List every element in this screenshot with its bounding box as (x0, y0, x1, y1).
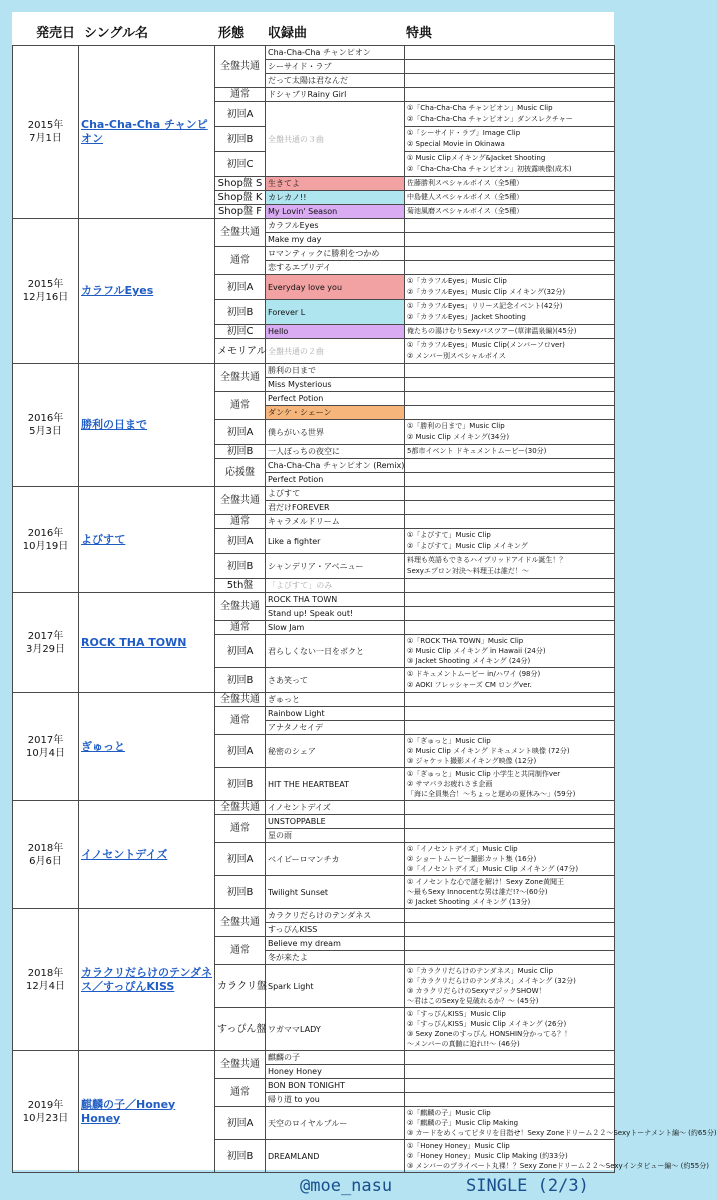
bonus-line: ③ ジャケット撮影メイキング映像 (12分) (407, 757, 537, 765)
table-row (13, 593, 615, 607)
format-label: 全盤共通 (215, 1051, 266, 1079)
track-cell: ロマンティックに勝利をつかめ (266, 247, 405, 261)
discography-table-card (12, 12, 717, 1170)
bonus-cell (405, 127, 615, 152)
bonus-line: 料理も英語もできるハイブリッドアイドル誕生！？ (407, 556, 567, 564)
bonus-line: ①「イノセントデイズ」Music Clip (407, 845, 518, 853)
format-label: 通常 (215, 515, 266, 529)
track-cell: ダンケ・シェーン (266, 406, 405, 420)
bonus-line: ①「ROCK THA TOWN」Music Clip (407, 637, 524, 645)
track-cell: Stand up! Speak out! (266, 607, 405, 621)
bonus-line: ②「Cha-Cha-Cha チャンピオン」ダンスレクチャー (407, 115, 573, 123)
bonus-cell (405, 152, 615, 177)
track-cell: 勝利の日まで (266, 364, 405, 378)
track-cell: 「よびすて」のみ (266, 579, 405, 593)
bonus-cell (405, 607, 615, 621)
format-label: 全盤共通 (215, 693, 266, 707)
bonus-cell (405, 529, 615, 554)
format-label: 初回C (215, 325, 266, 339)
bonus-cell (405, 275, 615, 300)
bonus-line: ①「Honey Honey」Music Clip (407, 1142, 510, 1150)
bonus-line: ② サマパラお疲れさま企画 (407, 780, 493, 788)
bonus-cell (405, 325, 615, 339)
header-release-date: 発売日 (36, 26, 76, 41)
track-cell: カレカノ!! (266, 191, 405, 205)
format-label: 初回A (215, 275, 266, 300)
single-title-link[interactable]: Cha-Cha-Cha チャンピオン (79, 46, 215, 219)
bonus-line: 佐藤勝利スペシャルボイス（全5種） (407, 179, 524, 187)
bonus-cell (405, 364, 615, 378)
release-date-line: 2016年 (27, 527, 64, 539)
bonus-line: 「海に全員集合！～ちょっと遅めの夏休み～」(59分) (407, 790, 576, 798)
bonus-cell (405, 1107, 717, 1140)
format-label: メモリアル (215, 339, 266, 364)
format-label: すっぴん盤 (215, 1008, 266, 1051)
track-cell: Like a fighter (266, 529, 405, 554)
release-date-line: 6月6日 (29, 855, 62, 867)
bonus-line: ②「Cha-Cha-Cha チャンピオン」初披露映像(成木) (407, 165, 572, 173)
format-label: 全盤共通 (215, 593, 266, 621)
bonus-cell (405, 1065, 615, 1079)
format-label: 初回B (215, 1140, 266, 1173)
format-label: 初回B (215, 668, 266, 693)
release-date (13, 487, 79, 593)
track-cell: DREAMLAND (266, 1140, 405, 1173)
bonus-cell (405, 965, 615, 1008)
track-cell: ワガママLADY (266, 1008, 405, 1051)
bonus-cell (405, 177, 615, 191)
format-label: Shop盤 F (215, 205, 266, 219)
bonus-line: 中島健人スペシャルボイス（全5種） (407, 193, 524, 201)
track-cell: 生きてよ (266, 177, 405, 191)
track-cell: Believe my dream (266, 937, 405, 951)
bonus-line: ①「ぎゅっと」Music Clip 小学生と共同制作ver (407, 770, 561, 778)
track-cell: シャンデリア・アベニュー (266, 554, 405, 579)
bonus-cell (405, 46, 615, 60)
track-cell: 君だけFOREVER (266, 501, 405, 515)
release-date-line: 2017年 (27, 630, 64, 642)
footer (0, 1172, 626, 1200)
bonus-line: ①「ぎゅっと」Music Clip (407, 737, 491, 745)
bonus-cell (405, 515, 615, 529)
bonus-cell (405, 843, 615, 876)
release-date-line: 3月29日 (25, 643, 66, 655)
format-label: 全盤共通 (215, 801, 266, 815)
bonus-line: ②「カラフルEyes」Jacket Shooting (407, 313, 526, 321)
bonus-cell (405, 801, 615, 815)
track-cell: ベイビーロマンチカ (266, 843, 405, 876)
bonus-cell (405, 593, 615, 607)
format-label: 初回B (215, 445, 266, 459)
bonus-cell (405, 876, 615, 909)
bonus-line: Sexyエプロン対決～料理王は誰だ！～ (407, 567, 529, 575)
track-cell: 麒麟の子 (266, 1051, 405, 1065)
bonus-cell (405, 951, 615, 965)
bonus-line: ② Music Clip メイキング in Hawaii (24分) (407, 647, 546, 655)
format-label: 初回B (215, 554, 266, 579)
release-date-line: 2018年 (27, 967, 64, 979)
track-cell: ドシャブリRainy Girl (266, 88, 405, 102)
release-date (13, 1051, 79, 1173)
format-label: 初回A (215, 1107, 266, 1140)
release-date (13, 801, 79, 909)
bonus-line: ① イノセントな心で謎を解け！Sexy Zone黄聞王 (407, 878, 564, 886)
table-row (13, 801, 615, 815)
bonus-cell (405, 74, 615, 88)
single-title-link[interactable]: 麒麟の子／Honey Honey (79, 1051, 215, 1173)
format-label: 初回A (215, 843, 266, 876)
table-row (13, 1051, 615, 1065)
bonus-cell (405, 707, 615, 721)
format-label: 通常 (215, 937, 266, 965)
bonus-line: ～君はこのSexyを見破れるか？～ (45分) (407, 997, 539, 1005)
bonus-line: ①「カラクリだらけのテンダネス」Music Clip (407, 967, 554, 975)
bonus-cell (405, 1093, 615, 1107)
single-title-link[interactable]: カラフルEyes (79, 219, 215, 364)
track-cell: Everyday love you (266, 275, 405, 300)
bonus-cell (405, 473, 615, 487)
format-label: 全盤共通 (215, 46, 266, 88)
track-cell: Slow Jam (266, 621, 405, 635)
track-cell: Honey Honey (266, 1065, 405, 1079)
bonus-line: ②「麒麟の子」Music Clip Making (407, 1119, 519, 1127)
bonus-line: ～メンバーの真髄に迫れ!!～ (46分) (407, 1040, 520, 1048)
format-label: 通常 (215, 88, 266, 102)
format-label: Shop盤 S (215, 177, 266, 191)
single-title-link[interactable]: ぎゅっと (79, 693, 215, 801)
track-cell: だって太陽は君なんだ (266, 74, 405, 88)
format-label: 通常 (215, 621, 266, 635)
bonus-line: ②「すっぴんKISS」Music Clip メイキング (26分) (407, 1020, 567, 1028)
bonus-cell (405, 621, 615, 635)
bonus-cell (405, 339, 615, 364)
release-date-line: 2016年 (27, 413, 64, 424)
bonus-cell (405, 205, 615, 219)
format-label: 全盤共通 (215, 487, 266, 515)
bonus-line: ② Music Clip メイキング ドキュメント映像 (72分) (407, 747, 570, 755)
bonus-cell (405, 445, 615, 459)
bonus-cell (405, 233, 615, 247)
bonus-cell (405, 923, 615, 937)
bonus-line: 俺たちの湯けむりSexyバスツアー(草津温泉編)(45分) (407, 327, 577, 335)
header-bonus: 特典 (406, 26, 433, 41)
bonus-cell (405, 300, 615, 325)
table-row (13, 364, 615, 378)
format-label: 通常 (215, 815, 266, 843)
bonus-cell (405, 219, 615, 233)
table-row (13, 909, 615, 923)
release-date-line: 7月1日 (29, 133, 62, 144)
bonus-line: ② Special Movie in Okinawa (407, 140, 505, 148)
table-row (13, 46, 615, 60)
format-label: 通常 (215, 1079, 266, 1107)
release-date (13, 364, 79, 487)
release-date-line: 10月19日 (22, 540, 69, 552)
bonus-cell (405, 501, 615, 515)
bonus-line: ②「Honey Honey」Music Clip Making (約33分) (407, 1152, 568, 1160)
track-cell: UNSTOPPABLE (266, 815, 405, 829)
table-row (13, 487, 615, 501)
bonus-cell (405, 635, 615, 668)
format-label: 初回C (215, 152, 266, 177)
format-label: 初回B (215, 127, 266, 152)
format-label: 初回B (215, 876, 266, 909)
track-cell: Forever L (266, 300, 405, 325)
track-cell: よびすて (266, 487, 405, 501)
track-cell: キャラメルドリーム (266, 515, 405, 529)
track-cell: Perfect Potion (266, 392, 405, 406)
track-cell: 全盤共通の２曲 (266, 339, 405, 364)
bonus-line: ②「カラフルEyes」Music Clip メイキング(32分) (407, 288, 566, 296)
track-cell: シーサイド・ラブ (266, 60, 405, 74)
table-row (13, 693, 615, 707)
release-date-line: 2019年 (27, 1099, 64, 1111)
release-date (13, 593, 79, 693)
track-cell: HIT THE HEARTBEAT (266, 768, 405, 801)
bonus-line: ①「カラフルEyes」リリース記念イベント(42分) (407, 302, 563, 310)
bonus-cell (405, 261, 615, 275)
bonus-cell (405, 768, 615, 801)
format-label: 通常 (215, 247, 266, 275)
track-cell: 秘密のシェア (266, 735, 405, 768)
header-single-name: シングル名 (84, 26, 149, 41)
bonus-cell (405, 668, 615, 693)
bonus-cell (405, 1008, 615, 1051)
format-label: 全盤共通 (215, 364, 266, 392)
bonus-cell (405, 909, 615, 923)
track-cell: Make my day (266, 233, 405, 247)
format-label: 通常 (215, 392, 266, 420)
format-label: 初回A (215, 420, 266, 445)
release-date-line: 5月3日 (29, 426, 62, 437)
release-date-line: 10月23日 (22, 1112, 69, 1124)
track-cell: My Lovin' Season (266, 205, 405, 219)
bonus-line: ②「カラクリだらけのテンダネス」メイキング (32分) (407, 977, 576, 985)
bonus-cell (405, 487, 615, 501)
format-label: Shop盤 K (215, 191, 266, 205)
track-cell: 僕らがいる世界 (266, 420, 405, 445)
author-handle: @moe_nasu (300, 1176, 393, 1196)
bonus-line: ①「よびすて」Music Clip (407, 531, 491, 539)
track-cell: Spark Light (266, 965, 405, 1008)
bonus-cell (405, 191, 615, 205)
bonus-line: ③ カードをめくってピタリを目指せ！Sexy Zoneドリーム２２～Sexyトーナメント編～ (約65分) (407, 1129, 717, 1137)
track-cell: Perfect Potion (266, 473, 405, 487)
format-label: 初回A (215, 529, 266, 554)
header-format: 形態 (218, 26, 245, 41)
bonus-cell (405, 88, 615, 102)
bonus-cell (405, 815, 615, 829)
bonus-cell (405, 247, 615, 261)
bonus-cell (405, 378, 615, 392)
track-cell: カラクリだらけのテンダネス (266, 909, 405, 923)
bonus-cell (405, 60, 615, 74)
bonus-cell (405, 1051, 615, 1065)
bonus-line: ①「カラフルEyes」Music Clip(メンバーソロver) (407, 341, 565, 349)
bonus-line: ② Music Clip メイキング(34分) (407, 433, 510, 441)
track-cell: 天空のロイヤルブルー (266, 1107, 405, 1140)
format-label: 通常 (215, 707, 266, 735)
format-label: 初回B (215, 300, 266, 325)
bonus-line: ② メンバー別スペシャルボイス (407, 352, 506, 360)
release-date-line: 2018年 (27, 842, 64, 854)
bonus-line: ①「シーサイド・ラブ」Image Clip (407, 129, 521, 137)
bonus-cell (405, 693, 615, 707)
bonus-cell (405, 829, 615, 843)
release-date-line: 2015年 (27, 279, 64, 290)
bonus-line: ③ Sexy Zoneのすっぴん HONSHIN分かってる？！ (407, 1030, 572, 1038)
page-label: SINGLE (2/3) (466, 1176, 589, 1196)
track-cell: Rainbow Light (266, 707, 405, 721)
table-row (13, 219, 615, 233)
bonus-cell (405, 1079, 615, 1093)
track-cell: 星の雨 (266, 829, 405, 843)
bonus-cell (405, 721, 615, 735)
table-header (12, 12, 614, 45)
release-date (13, 219, 79, 364)
track-cell: BON BON TONIGHT (266, 1079, 405, 1093)
track-cell: Cha-Cha-Cha チャンピオン (266, 46, 405, 60)
track-cell: 君らしくない一日をボクと (266, 635, 405, 668)
bonus-line: ～最もSexy Innocentな男は誰だ!?～(60分) (407, 888, 548, 896)
release-date-line: 10月4日 (25, 747, 66, 759)
track-cell: 恋するエブリデイ (266, 261, 405, 275)
format-label: 初回A (215, 735, 266, 768)
bonus-line: 5都市イベント ドキュメントムービー(30分) (407, 447, 547, 455)
bonus-cell (405, 554, 615, 579)
bonus-cell (405, 579, 615, 593)
single-title-link[interactable]: 勝利の日まで (79, 364, 215, 487)
track-cell: 全盤共通の３曲 (266, 102, 405, 177)
release-date (13, 909, 79, 1051)
bonus-cell (405, 459, 615, 473)
track-cell: 一人ぼっちの夜空に (266, 445, 405, 459)
bonus-cell (405, 102, 615, 127)
bonus-line: ② AOKI フレッシャーズ CM ロングver. (407, 681, 532, 689)
release-date-line: 2017年 (27, 734, 64, 746)
bonus-line: ①「カラフルEyes」Music Clip (407, 277, 507, 285)
single-title-link[interactable]: ROCK THA TOWN (79, 593, 215, 693)
track-cell: Cha-Cha-Cha チャンピオン (Remix) (266, 459, 405, 473)
bonus-cell (405, 392, 615, 406)
release-date-line: 2015年 (27, 120, 64, 131)
single-title-link[interactable]: よびすて (79, 487, 215, 593)
bonus-cell (405, 1140, 709, 1173)
single-title-link[interactable]: カラクリだらけのテンダネス／すっぴんKISS (79, 909, 215, 1051)
track-cell: イノセントデイズ (266, 801, 405, 815)
format-label: 初回B (215, 768, 266, 801)
bonus-line: ③ カラクリだらけのSexyマジックSHOW！ (407, 987, 546, 995)
bonus-line: ①「麒麟の子」Music Clip (407, 1109, 491, 1117)
bonus-line: ③ Jacket Shooting メイキング (24分) (407, 657, 531, 665)
singles-table (12, 45, 717, 1173)
bonus-cell (405, 420, 615, 445)
track-cell: すっぴんKISS (266, 923, 405, 937)
format-label: カラクリ盤 (215, 965, 266, 1008)
bonus-line: ③ メンバーのプライベート丸裸！？Sexy Zoneドリーム２２～Sexyインタビュー編～ (約55分) (407, 1162, 709, 1170)
single-title-link[interactable]: イノセントデイズ (79, 801, 215, 909)
bonus-line: ① Music Clipメイキング&Jacket Shooting (407, 154, 546, 162)
track-cell: 帰り道 to you (266, 1093, 405, 1107)
release-date (13, 46, 79, 219)
bonus-line: ② Jacket Shooting メイキング (13分) (407, 898, 531, 906)
format-label: 全盤共通 (215, 909, 266, 937)
bonus-line: ① ドキュメントムービー in/ハワイ (98分) (407, 670, 541, 678)
release-date-line: 12月16日 (22, 292, 69, 303)
format-label: 全盤共通 (215, 219, 266, 247)
format-label: 初回A (215, 635, 266, 668)
track-cell: ぎゅっと (266, 693, 405, 707)
format-label: 応援盤 (215, 459, 266, 487)
release-date (13, 693, 79, 801)
track-cell: さあ笑って (266, 668, 405, 693)
track-cell: カラフルEyes (266, 219, 405, 233)
format-label: 初回A (215, 102, 266, 127)
bonus-cell (405, 735, 615, 768)
release-date-line: 12月4日 (25, 980, 66, 992)
bonus-line: ② ショートムービー撮影カット集 (16分) (407, 855, 537, 863)
track-cell: ROCK THA TOWN (266, 593, 405, 607)
track-cell: Twilight Sunset (266, 876, 405, 909)
header-tracks: 収録曲 (268, 26, 308, 41)
bonus-line: ①「Cha-Cha-Cha チャンピオン」Music Clip (407, 104, 553, 112)
bonus-line: 菊池風磨スペシャルボイス（全5種） (407, 207, 524, 215)
track-cell: Hello (266, 325, 405, 339)
bonus-line: ①「すっぴんKISS」Music Clip (407, 1010, 506, 1018)
track-cell: 冬が来たよ (266, 951, 405, 965)
track-cell: Miss Mysterious (266, 378, 405, 392)
bonus-line: ③「イノセントデイズ」Music Clip メイキング (47分) (407, 865, 579, 873)
bonus-cell (405, 937, 615, 951)
bonus-line: ①「勝利の日まで」Music Clip (407, 422, 505, 430)
track-cell: アナタノセイデ (266, 721, 405, 735)
bonus-cell (405, 406, 615, 420)
bonus-line: ②「よびすて」Music Clip メイキング (407, 542, 528, 550)
format-label: 5th盤 (215, 579, 266, 593)
